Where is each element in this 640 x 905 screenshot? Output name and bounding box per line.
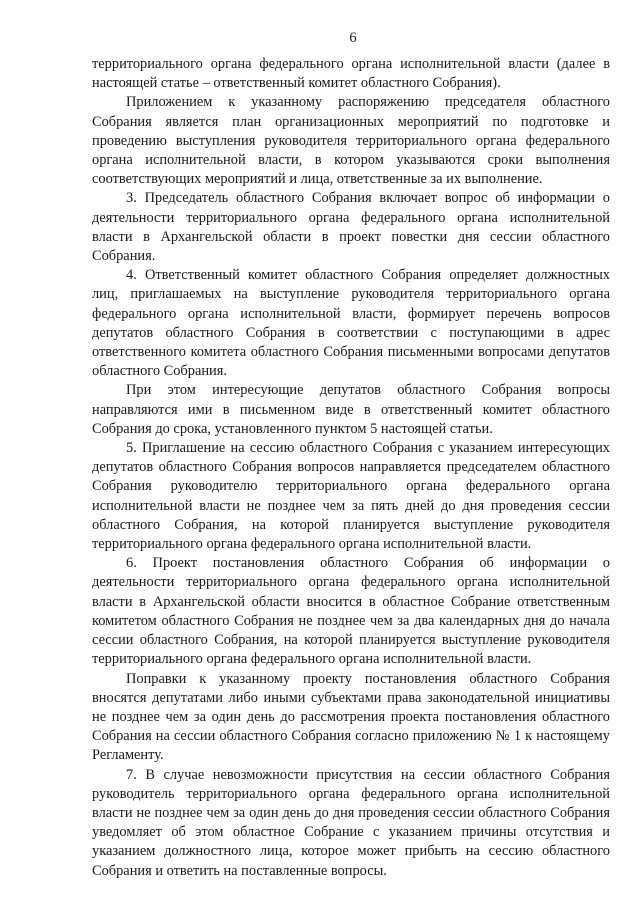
page-number: 6 [349,30,357,46]
paragraph-continuation: территориального органа федерального органа исполнительной власти (далее в настоящей статье – ответственный комитет областного Собрания). [92,56,610,92]
paragraph-item-7: 7. В случае невозможности присутствия на сессии областного Собрания руководитель территориального органа федерального органа исполнительной власти не позднее чем за один день до дня проведения сессии областного Собрания уведомляет об этом областное Собрание с указанием причины отсутствия и указанием должностного лица, которое может прибыть на сессию областного Собрания и ответить на поставленные вопросы. [92,766,610,879]
paragraph-plan-annex: Приложением к указанному распоряжению председателя областного Собрания является план организационных мероприятий по подготовке и проведению выступления руководителя территориального органа федерального органа исполнительной власти, в котором указываются сроки выполнения соответствующих мероприятий и лица, ответственные за их выполнение. [92,94,610,188]
paragraph-item-6: 6. Проект постановления областного Собрания об информации о деятельности территориального органа федерального органа исполнительной власти в Архангельской области вносится в областное Собрание ответственным комитетом областного Собрания не позднее чем за два календарных дня до начала сессии областного Собрания, на которой планируется выступление руководителя территориального органа федерального органа исполнительной власти. [92,555,610,668]
paragraph-amendments: Поправки к указанному проекту постановления областного Собрания вносятся депутатами либо иными субъектами права законодательной инициативы не позднее чем за один день до рассмотрения проекта постановления областного Собрания на сессии областного Собрания согласно приложению № 1 к настоящему Регламенту. [92,670,610,764]
paragraph-item-3: 3. Председатель областного Собрания включает вопрос об информации о деятельности территориального органа федерального органа исполнительной власти в Архангельской области в проект повестки дня сессии областного Собрания. [92,190,610,265]
paragraph-item-4: 4. Ответственный комитет областного Собрания определяет должностных лиц, приглашаемых на выступление руководителя территориального органа федерального органа исполнительной власти, формирует перечень вопросов депутатов областного Собрания в соответствии с поступающими в адрес ответственного комитета областного Собрания письменными вопросами депутатов областного Собрания. [92,267,610,380]
paragraph-item-5: 5. Приглашение на сессию областного Собрания с указанием интересующих депутатов областного Собрания вопросов направляется председателем областного Собрания руководителю территориального органа федерального органа исполнительной власти не позднее чем за пять дней до дня проведения сессии областного Собрания, на которой планируется выступление руководителя территориального органа федерального органа исполнительной власти. [92,440,610,553]
paragraph-questions: При этом интересующие депутатов областного Собрания вопросы направляются ими в письменном виде в ответственный комитет областного Собрания до срока, установленного пунктом 5 настоящей статьи. [92,382,610,437]
